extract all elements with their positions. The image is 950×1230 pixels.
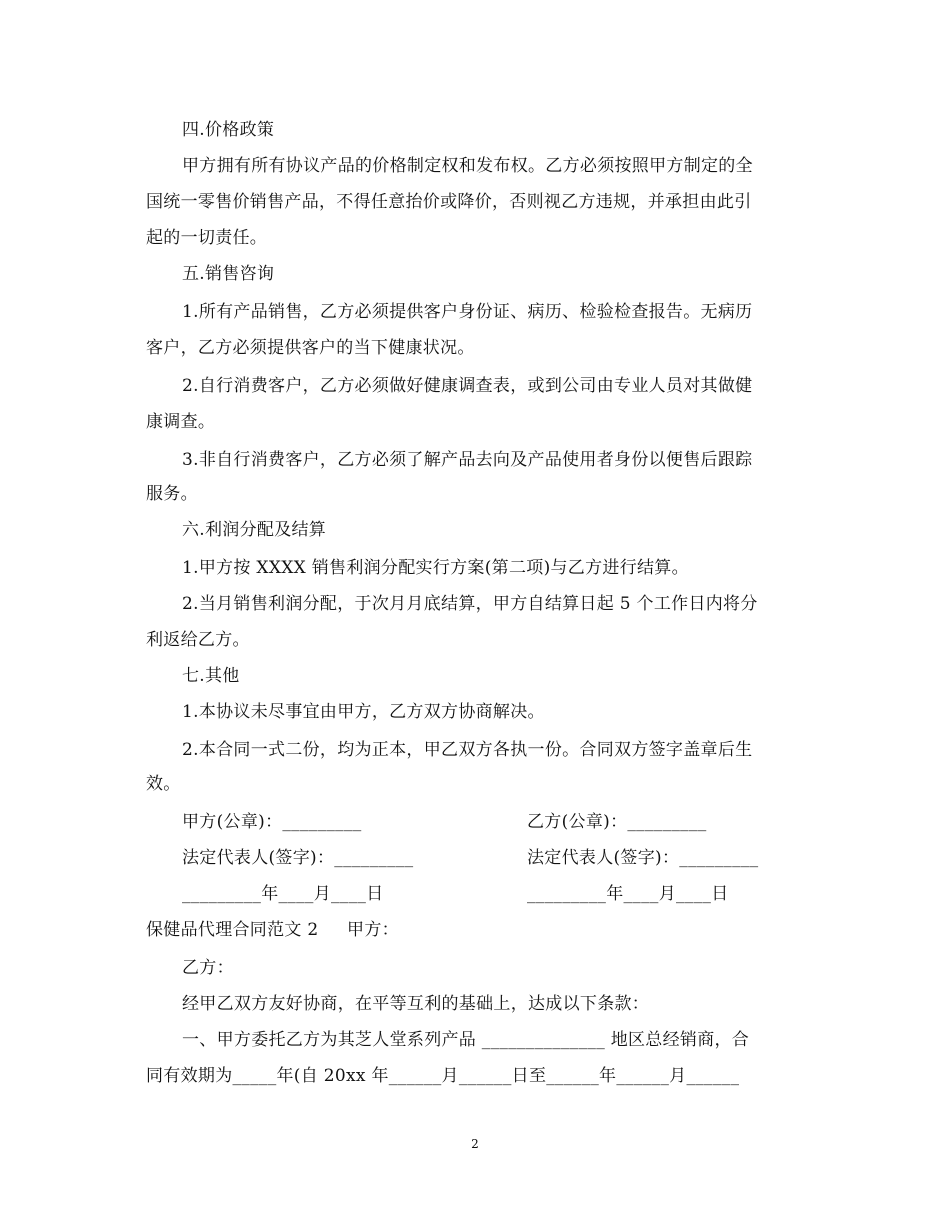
section-heading-price-policy: 四.价格政策 xyxy=(182,120,275,140)
party-b-seal-field: 乙方(公章)：_________ xyxy=(527,812,707,832)
party-a-date-field: _________年____月____日 xyxy=(182,884,384,904)
section-heading-profit-distribution: 六.利润分配及结算 xyxy=(182,520,327,540)
paragraph-line: 3.非自行消费客户，乙方必须了解产品去向及产品使用者身份以便售后跟踪 xyxy=(182,450,753,470)
paragraph-line: 利返给乙方。 xyxy=(146,630,250,650)
contract2-intro: 经甲乙双方友好协商，在平等互利的基础上，达成以下条款： xyxy=(182,994,650,1014)
paragraph-line: 同有效期为_____年(自 20xx 年______月______日至______年______月______ xyxy=(146,1066,740,1086)
paragraph-line: 2.自行消费客户，乙方必须做好健康调查表，或到公司由专业人员对其做健 xyxy=(182,376,753,396)
paragraph-line: 起的一切责任。 xyxy=(146,228,268,248)
page-number: 2 xyxy=(471,1137,479,1151)
party-a-seal-field: 甲方(公章)：_________ xyxy=(182,812,362,832)
paragraph-line: 甲方拥有所有协议产品的价格制定权和发布权。乙方必须按照甲方制定的全 xyxy=(182,156,753,176)
contract2-party-b: 乙方： xyxy=(182,958,234,978)
party-a-representative-field: 法定代表人(签字)：_________ xyxy=(182,848,414,868)
party-b-date-field: _________年____月____日 xyxy=(527,884,729,904)
paragraph-line: 1.甲方按 XXXX 销售利润分配实行方案(第二项)与乙方进行结算。 xyxy=(182,558,689,578)
paragraph-line: 一、甲方委托乙方为其芝人堂系列产品 ______________ 地区总经销商，合 xyxy=(182,1030,750,1050)
paragraph-line: 2.本合同一式二份，均为正本，甲乙双方各执一份。合同双方签字盖章后生 xyxy=(182,740,753,760)
paragraph-line: 国统一零售价销售产品，不得任意抬价或降价，否则视乙方违规，并承担由此引 xyxy=(146,192,752,212)
section-heading-sales-consultation: 五.销售咨询 xyxy=(182,264,275,284)
paragraph-line: 1.所有产品销售，乙方必须提供客户身份证、病历、检验检查报告。无病历 xyxy=(182,302,753,322)
paragraph-line: 康调查。 xyxy=(146,412,216,432)
paragraph-line: 服务。 xyxy=(146,484,198,504)
party-b-representative-field: 法定代表人(签字)：_________ xyxy=(527,848,759,868)
contract2-title-line: 保健品代理合同范文 2 甲方： xyxy=(146,920,399,940)
paragraph-line: 效。 xyxy=(146,774,181,794)
paragraph-line: 1.本协议未尽事宜由甲方，乙方双方协商解决。 xyxy=(182,702,545,722)
paragraph-line: 2.当月销售利润分配，于次月月底结算，甲方自结算日起 5 个工作日内将分 xyxy=(182,594,758,614)
section-heading-other: 七.其他 xyxy=(182,666,240,686)
paragraph-line: 客户，乙方必须提供客户的当下健康状况。 xyxy=(146,338,475,358)
